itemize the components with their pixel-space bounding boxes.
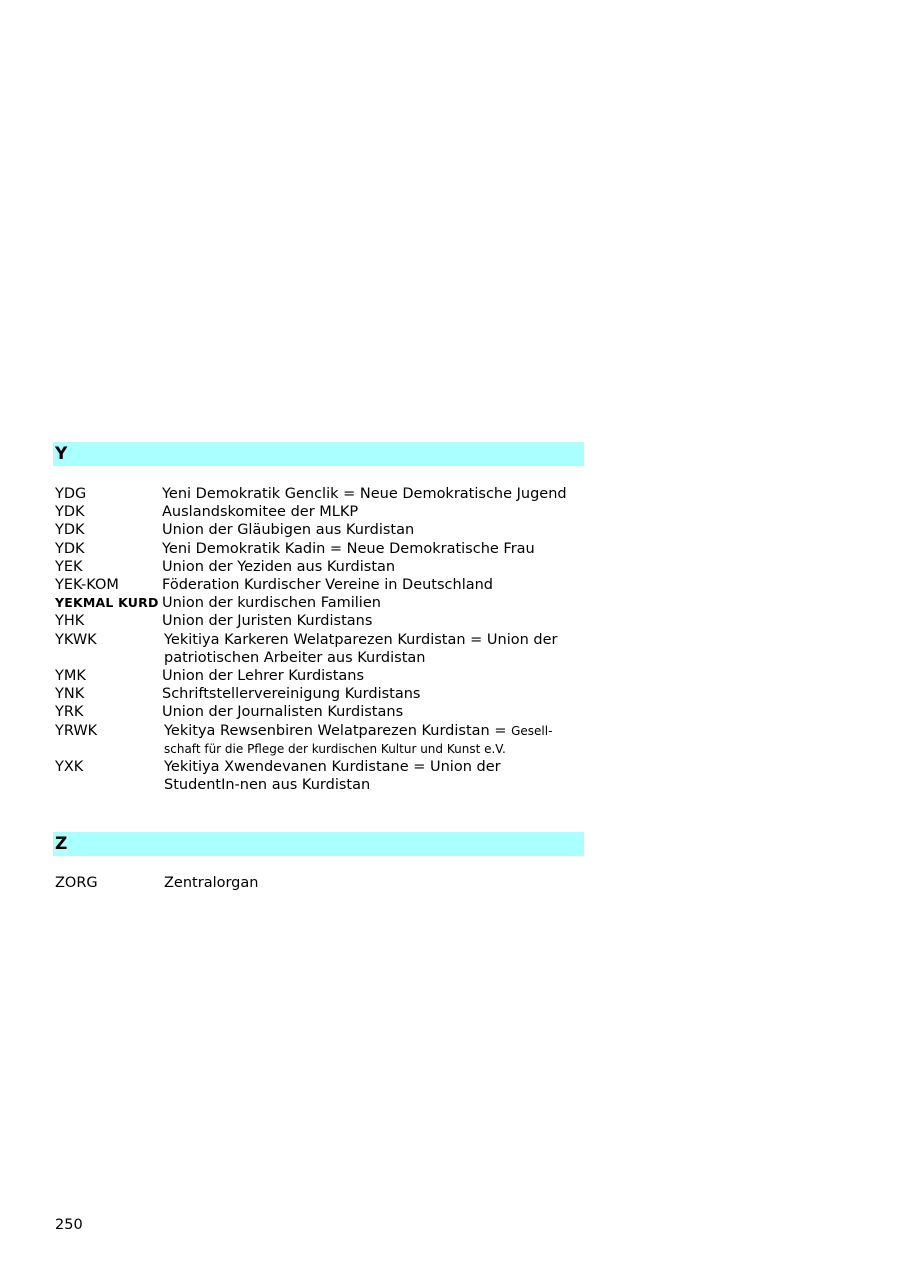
page-number: 250 [55,1217,83,1233]
list-item [55,703,595,721]
definition: Schriftstellervereinigung Kurdistans [162,686,421,703]
definition: Yeni Demokratik Genclik = Neue Demokratische Jugend [162,486,567,502]
abbreviation: YKWK [55,631,97,648]
abbreviation: YRWK [55,722,98,739]
list-item [55,558,595,576]
list-item [55,722,595,758]
section-letter: Y [55,444,68,464]
abbreviation: YDK [55,504,85,521]
abbreviation-list-z [55,874,595,892]
section-header-z [53,832,584,856]
list-item [55,594,595,612]
abbreviation: YDK [55,540,85,557]
definition: Union der Lehrer Kurdistans [162,668,365,685]
list-item [55,612,595,630]
abbreviation: YEK [55,558,83,575]
definition-continuation: Gesell-schaft für die Pflege der kurdischen Kultur und Kunst e.V. [164,723,553,756]
abbreviation: YNK [55,686,85,703]
abbreviation: YDK [55,522,85,539]
definition-main: Yekitya Rewsenbiren Welatparezen Kurdistan = [164,722,507,739]
definition: Union der Yeziden aus Kurdistan [162,558,396,575]
list-item [55,540,595,558]
definition: Union der Juristen Kurdistans [162,613,373,630]
definition: Zentralorgan [164,875,259,891]
definition: Union der Gläubigen aus Kurdistan [162,522,415,539]
list-item [55,758,595,794]
list-item [55,576,595,594]
definition: Yekitiya Xwendevanen Kurdistane = Union der StudentIn-nen aus Kurdistan [164,759,501,794]
definition: Union der Journalisten Kurdistans [162,704,404,721]
definition [162,722,564,758]
definition: Föderation Kurdischer Vereine in Deutschland [162,577,494,594]
abbreviation: YRK [55,704,84,721]
abbreviation: YMK [55,668,86,685]
abbreviation: YEK-KOM [55,577,119,594]
definition: Yekitiya Karkeren Welatparezen Kurdistan = Union der patriotischen Arbeiter aus Kurdistan [164,631,558,666]
list-item [55,521,595,539]
abbreviation: YEKMAL KURD [55,595,159,611]
abbreviation: ZORG [55,875,98,891]
abbreviation: YHK [55,613,85,630]
section-letter: Z [55,834,68,854]
section-header-y [53,442,584,466]
list-item [55,685,595,703]
definition: Auslandskomitee der MLKP [162,504,359,521]
list-item [55,631,595,667]
abbreviation: YDG [55,486,87,502]
abbreviation: YXK [55,759,84,776]
abbreviation-list-y [55,485,595,794]
definition: Union der kurdischen Familien [162,595,381,612]
list-item [55,874,595,892]
list-item [55,485,595,503]
list-item [55,503,595,521]
list-item [55,667,595,685]
definition: Yeni Demokratik Kadin = Neue Demokratische Frau [162,540,535,557]
